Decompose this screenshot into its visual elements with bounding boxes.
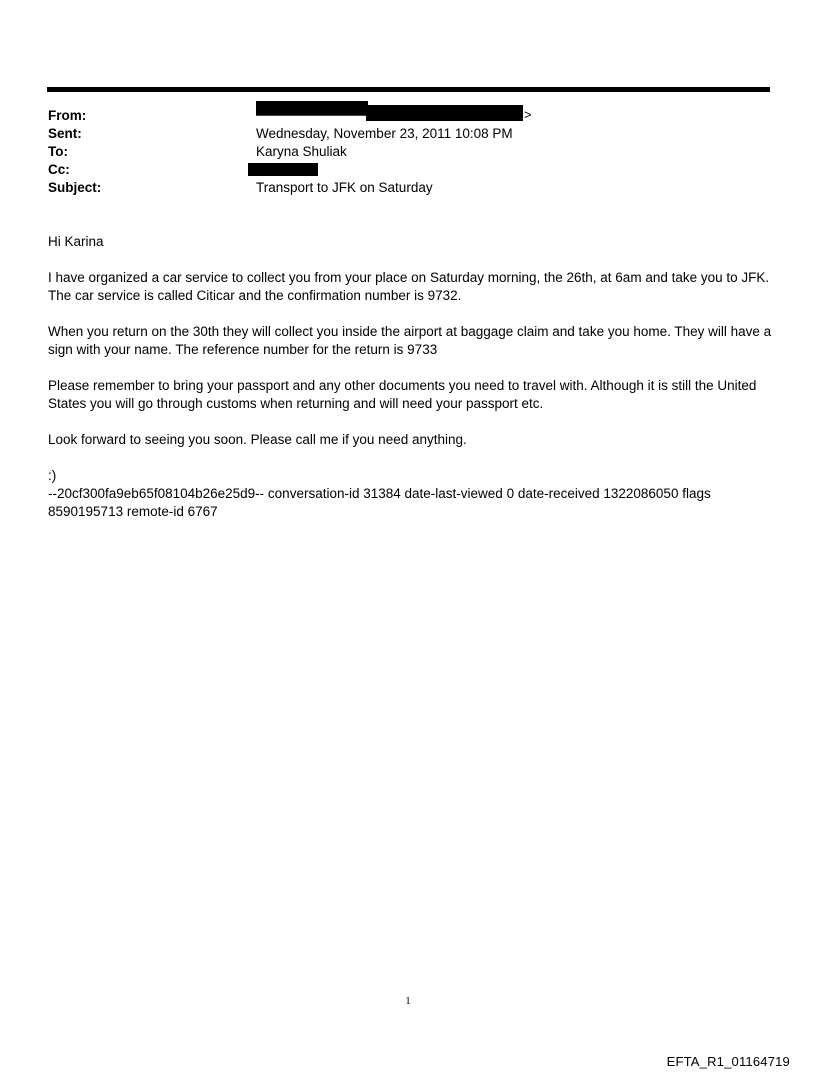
body-paragraph: Look forward to seeing you soon. Please call me if you need anything. xyxy=(48,432,467,447)
redaction-bar xyxy=(366,105,523,121)
sent-value: Wednesday, November 23, 2011 10:08 PM xyxy=(256,126,513,141)
body-paragraph: Please remember to bring your passport and any other documents you need to travel with. Although it is still the United States you will go through customs when returning and will need your passport etc. xyxy=(48,378,757,411)
from-label: From: xyxy=(48,108,87,123)
header-divider xyxy=(47,87,770,92)
to-value: Karyna Shuliak xyxy=(256,144,347,159)
redaction-bar xyxy=(256,101,368,115)
email-body xyxy=(48,233,773,521)
subject-label: Subject: xyxy=(48,180,102,195)
from-row xyxy=(48,107,768,125)
sent-row xyxy=(48,125,768,143)
from-value xyxy=(256,107,556,125)
to-row xyxy=(48,143,768,161)
page-number: 1 xyxy=(405,995,411,1007)
redaction-bar xyxy=(248,163,318,176)
greeting: Hi Karina xyxy=(48,234,104,249)
body-paragraph: When you return on the 30th they will collect you inside the airport at baggage claim and take you home. They will have a sign with your name. The reference number for the return is 9733 xyxy=(48,324,772,357)
cc-row xyxy=(48,161,768,179)
cc-value xyxy=(256,161,556,179)
emoticon: :) xyxy=(48,468,57,483)
cc-label: Cc: xyxy=(48,162,70,177)
to-label: To: xyxy=(48,144,68,159)
email-header xyxy=(48,107,768,197)
subject-value: Transport to JFK on Saturday xyxy=(256,180,433,195)
document-id: EFTA_R1_01164719 xyxy=(666,1054,790,1069)
body-paragraph: I have organized a car service to collect you from your place on Saturday morning, the 26th, at 6am and take you to JFK. The car service is called Citicar and the confirmation number is 9732. xyxy=(48,270,770,303)
from-email-suffix: > xyxy=(524,107,532,122)
metadata-line: --20cf300fa9eb65f08104b26e25d9-- conversation-id 31384 date-last-viewed 0 date-received 1322086050 flags 8590195713 remote-id 6767 xyxy=(48,486,711,519)
subject-row xyxy=(48,179,768,197)
sent-label: Sent: xyxy=(48,126,82,141)
